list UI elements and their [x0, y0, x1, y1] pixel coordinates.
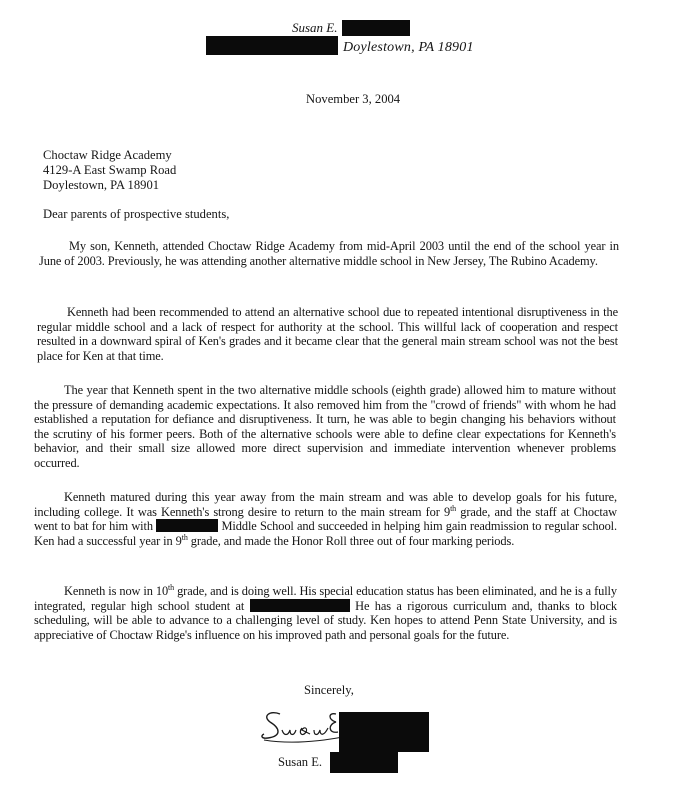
- body-paragraph-1: My son, Kenneth, attended Choctaw Ridge Academy from mid-April 2003 until the end of the school year in June of 2003. Previously, he was attending another alternative middle school in New Jersey, The Rubino Academy.: [39, 239, 619, 268]
- redaction-letterhead-surname: [342, 20, 410, 36]
- recipient-line-2: 4129-A East Swamp Road: [43, 163, 177, 177]
- body-paragraph-3: The year that Kenneth spent in the two alternative middle schools (eighth grade) allowed him to mature without the pressure of demanding academic expectations. It also removed him from the "crowd of friends" with whom he had established a reputation for defiance and disruptiveness. It turn, he was able to begin changing his behaviors without the scrutiny of his former peers. Both of the alternative schools were able to define clear expectations for Kenneth's behavior, and their small size allowed more direct supervision and immediate intervention whenever problems occurred.: [34, 383, 616, 470]
- redaction-signature-surname: [339, 712, 429, 752]
- body-paragraph-4: [34, 490, 617, 548]
- recipient-line-1: Choctaw Ridge Academy: [43, 148, 172, 162]
- p4-superscript-2: th: [181, 532, 188, 542]
- body-paragraph-2: Kenneth had been recommended to attend an alternative school due to repeated intentional disruptiveness in the regular middle school and a lack of respect for authority at the school. This willful lack of cooperation and respect resulted in a downward spiral of Ken's grades and it became clear that the general main stream school was not the best place for Ken at that time.: [37, 305, 618, 363]
- redaction-typed-surname: [330, 752, 398, 773]
- redaction-high-school: [250, 599, 350, 612]
- redaction-middle-school: [156, 519, 218, 532]
- p4-text-d: Middle School and succeeded in helping him gain readmission to regular school. Ken had a successful year in 9: [34, 519, 618, 548]
- redaction-letterhead-address: [206, 36, 338, 55]
- p4-text-c: grade, and the staff at Choctaw went to bat for him with: [34, 504, 617, 534]
- letter-date: November 3, 2004: [306, 92, 401, 106]
- p4-text-f: grade, and made the Honor Roll three out of four marking periods.: [187, 533, 515, 548]
- signature-name: Susan E.: [278, 755, 323, 769]
- salutation: Dear parents of prospective students,: [43, 207, 230, 221]
- p5-text-a: Kenneth is now in 10: [64, 584, 169, 598]
- recipient-line-3: Doylestown, PA 18901: [43, 178, 160, 192]
- p5-text-d: He has a rigorous curriculum and, thanks to block scheduling, will be able to advance to a challenging level of study. Ken hopes to attend Penn State University, and is appreciative of Choctaw Ridge's influence on his improved path and personal goals for the future.: [34, 598, 617, 642]
- body-paragraph-5: [34, 584, 617, 642]
- letterhead-location: Doylestown, PA 18901: [343, 40, 474, 55]
- closing: Sincerely,: [304, 683, 354, 697]
- letterhead-name: Susan E.: [292, 20, 338, 35]
- p5-superscript: th: [168, 582, 175, 592]
- p4-text-a: Kenneth matured during this year away from the main stream and was able to develop goals for his future, including college. It was Kenneth's strong desire to return to the main stream for 9: [34, 490, 617, 519]
- p4-superscript-1: th: [450, 503, 457, 513]
- p5-text-c: grade, and is doing well. His special education status has been eliminated, and he is a fully integrated, regular high school student at: [34, 584, 617, 613]
